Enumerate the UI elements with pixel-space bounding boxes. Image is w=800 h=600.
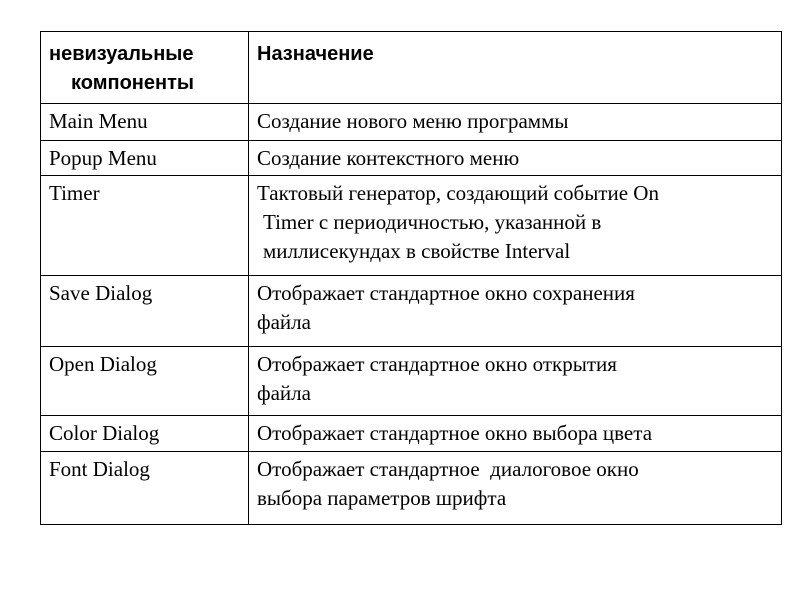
purpose-line: Создание контекстного меню: [257, 146, 520, 170]
purpose-cell: [249, 347, 782, 416]
purpose-cell: [249, 276, 782, 347]
component-cell: Save Dialog: [41, 276, 249, 347]
purpose-line: Отображает стандартное окно открытия: [257, 352, 617, 376]
purpose-line: Отображает стандартное окно сохранения: [257, 281, 635, 305]
table-header-row: [41, 32, 782, 104]
purpose-line: файла: [257, 310, 311, 334]
table-row-main-menu: [41, 104, 782, 141]
component-cell: Main Menu: [41, 104, 249, 141]
header-components-line2: компоненты: [71, 72, 194, 94]
purpose-line: Отображает стандартное окно выбора цвета: [257, 421, 653, 445]
table-row-open-dialog: [41, 347, 782, 416]
purpose-line: Создание нового меню программы: [257, 109, 569, 133]
purpose-line: файла: [257, 381, 311, 405]
header-cell-components: [41, 32, 249, 104]
purpose-line: миллисекундах в свойстве Interval: [263, 239, 571, 263]
purpose-cell: [249, 452, 782, 525]
header-cell-purpose: [249, 32, 782, 104]
table-row-popup-menu: [41, 141, 782, 176]
purpose-line: Отображает стандартное диалоговое окно: [257, 457, 639, 481]
component-cell: Popup Menu: [41, 141, 249, 176]
purpose-line: выбора параметров шрифта: [257, 486, 507, 510]
table-row-save-dialog: [41, 276, 782, 347]
purpose-cell: [249, 141, 782, 176]
component-cell: Open Dialog: [41, 347, 249, 416]
component-cell: Timer: [41, 176, 249, 276]
purpose-cell: [249, 176, 782, 276]
purpose-line: Timer с периодичностью, указанной в: [263, 210, 602, 234]
purpose-cell: [249, 416, 782, 452]
purpose-line: Тактовый генератор, создающий событие On: [257, 181, 659, 205]
components-table: [40, 31, 782, 525]
header-purpose-label: Назначение: [257, 43, 374, 65]
header-components-line1: невизуальные: [49, 43, 194, 65]
table-row-color-dialog: [41, 416, 782, 452]
table-row-timer: [41, 176, 782, 276]
component-cell: Font Dialog: [41, 452, 249, 525]
purpose-cell: [249, 104, 782, 141]
component-cell: Color Dialog: [41, 416, 249, 452]
table-row-font-dialog: [41, 452, 782, 525]
